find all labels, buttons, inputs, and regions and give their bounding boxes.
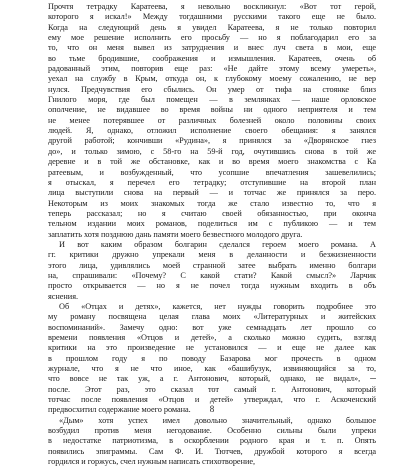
text-line: до», и только зимою, с 58-го на 59-й год, очутившись снова в той же [48,146,376,156]
text-line: воспоминаний». Замечу одно: вот уже семнадцать лет прошло со [48,322,376,332]
text-line: не менее потерявшее от различных болезней около половины своих [48,115,376,125]
text-line: просто открывается — но я не почел тогда нужным входить в объ [48,281,376,291]
text-line: тотчас после появления «Отцов и детей» утверждал, что г. Аскоченский [48,395,376,405]
text-line: теперь рассказал; но я считаю своей обязанностью, при оконча [48,208,376,218]
text-line: людей. Я, однако, отложил исполнение своего обещания: я занялся [48,126,376,136]
text-line: «Дым» хотя успех имел довольно значительный, однако большое [59,415,376,425]
text-line: Гнилого моря, где был помещен — в землянках — наше орловское [48,95,376,105]
text-line: в прошлом году я по поводу Базарова мог прочесть в одном [48,353,376,363]
text-line: возбудил против меня негодование. Особенно сильны были упреки [48,426,376,436]
text-line: тельном издании моих романов, поделиться им с публикою — и тем [48,219,376,229]
text-line: И вот каким образом болгарин сделался героем моего романа. А [59,239,376,249]
book-page [48,2,376,467]
text-line: появились эпиграммы. Сам Ф. И. Тютчев, дружбой которого я всегда [48,446,376,456]
text-line: радованный этим, повторив еще раз: «Не дайте этому всему умереть», [48,64,376,74]
text-line: лица выступили снова на первый — и тотчас же принялся за перо. [48,188,376,198]
text-line: во тьме бродившие, соображения и измышления. Каратеев, очень об [48,53,376,63]
text-line: предвосхитил содержание моего романа. [48,405,191,415]
page-number: 8 [209,404,215,414]
text-line: ему мое решение исполнить его просьбу — но я поблагодарил его за [48,33,376,43]
text-line: Некоторым из моих знакомых тогда же стало известно то, что я [48,198,376,208]
text-line: гг. критики дружно упрекали меня в деланности и безжизненности [48,250,376,260]
text-line: яснения. [48,291,78,301]
text-line: уехал на службу в Крым, откуда он, к глубокому моему сожалению, не вер [48,74,376,84]
text-line: ратеевым, и возбужденный, что усопшие впечатления зашевелились; [48,167,376,177]
text-line: гордился и горжусь, счел нужным написать стихотворение, [48,457,256,467]
text-line: деревне и в той же обстановке, как и во время моего знакомства с Ка [48,157,376,167]
text-line: нулся. Предчувствия его сбылись. Он умер от тифа на стоянке близ [48,84,376,94]
body-text [48,2,376,467]
text-line: то, что он меня вывел из затруднения и внес луч света в мои, еще [48,43,376,53]
text-line: Об «Отцах и детях», кажется, нет нужды говорить подробнее это [59,301,376,311]
text-line: этого лица, удивлялись моей странной затее выбрать именно болгари [48,260,376,270]
text-line: Когда на следующий день я увидел Каратеева, я не только повторил [48,22,376,32]
text-line: которого я искал!» Между тогдашними русскими такого еще не было. [48,12,376,22]
text-line: му роману посвящена целая глава моих «Литературных и житейских [48,312,376,322]
text-line: заплатить хотя позднюю дань памяти моего безвестного молодого друга. [48,229,303,239]
text-line: на, спрашивали: «Почему? С какой стати? Какой смысл?» Ларчик [48,270,376,280]
text-line: ополчение, не видавшее во время войны ни одного неприятеля и тем [48,105,376,115]
text-line: после. Этот раз, это сказал тот самый г. Антонович, который [48,384,376,394]
text-line: я отыскал, я перечел его тетрадку; отступившие на второй план [48,177,376,187]
text-line: времени появления «Отцов и детей», а сколько можно судить, взгляд [48,333,376,342]
text-line: что вовсе не так уж, а г. Антонович, который, однако, не видал», ─ [48,374,376,384]
text-line: критики на это произведение не установился — и еще не далее как [48,343,376,353]
text-line: журнале, что я не что иное, как «башибузук, извиняющийся за то, [48,364,376,374]
text-line: Прочтя тетрадку Каратеева, я невольно воскликнул: «Вот тот герой, [48,2,376,11]
text-line: в недостатке патриотизма, в оскорблении родного края и т. п. Опять [48,436,376,446]
text-line: другой работой; кончивши «Рудина», я принялся за «Дворянское гнез [48,136,376,146]
